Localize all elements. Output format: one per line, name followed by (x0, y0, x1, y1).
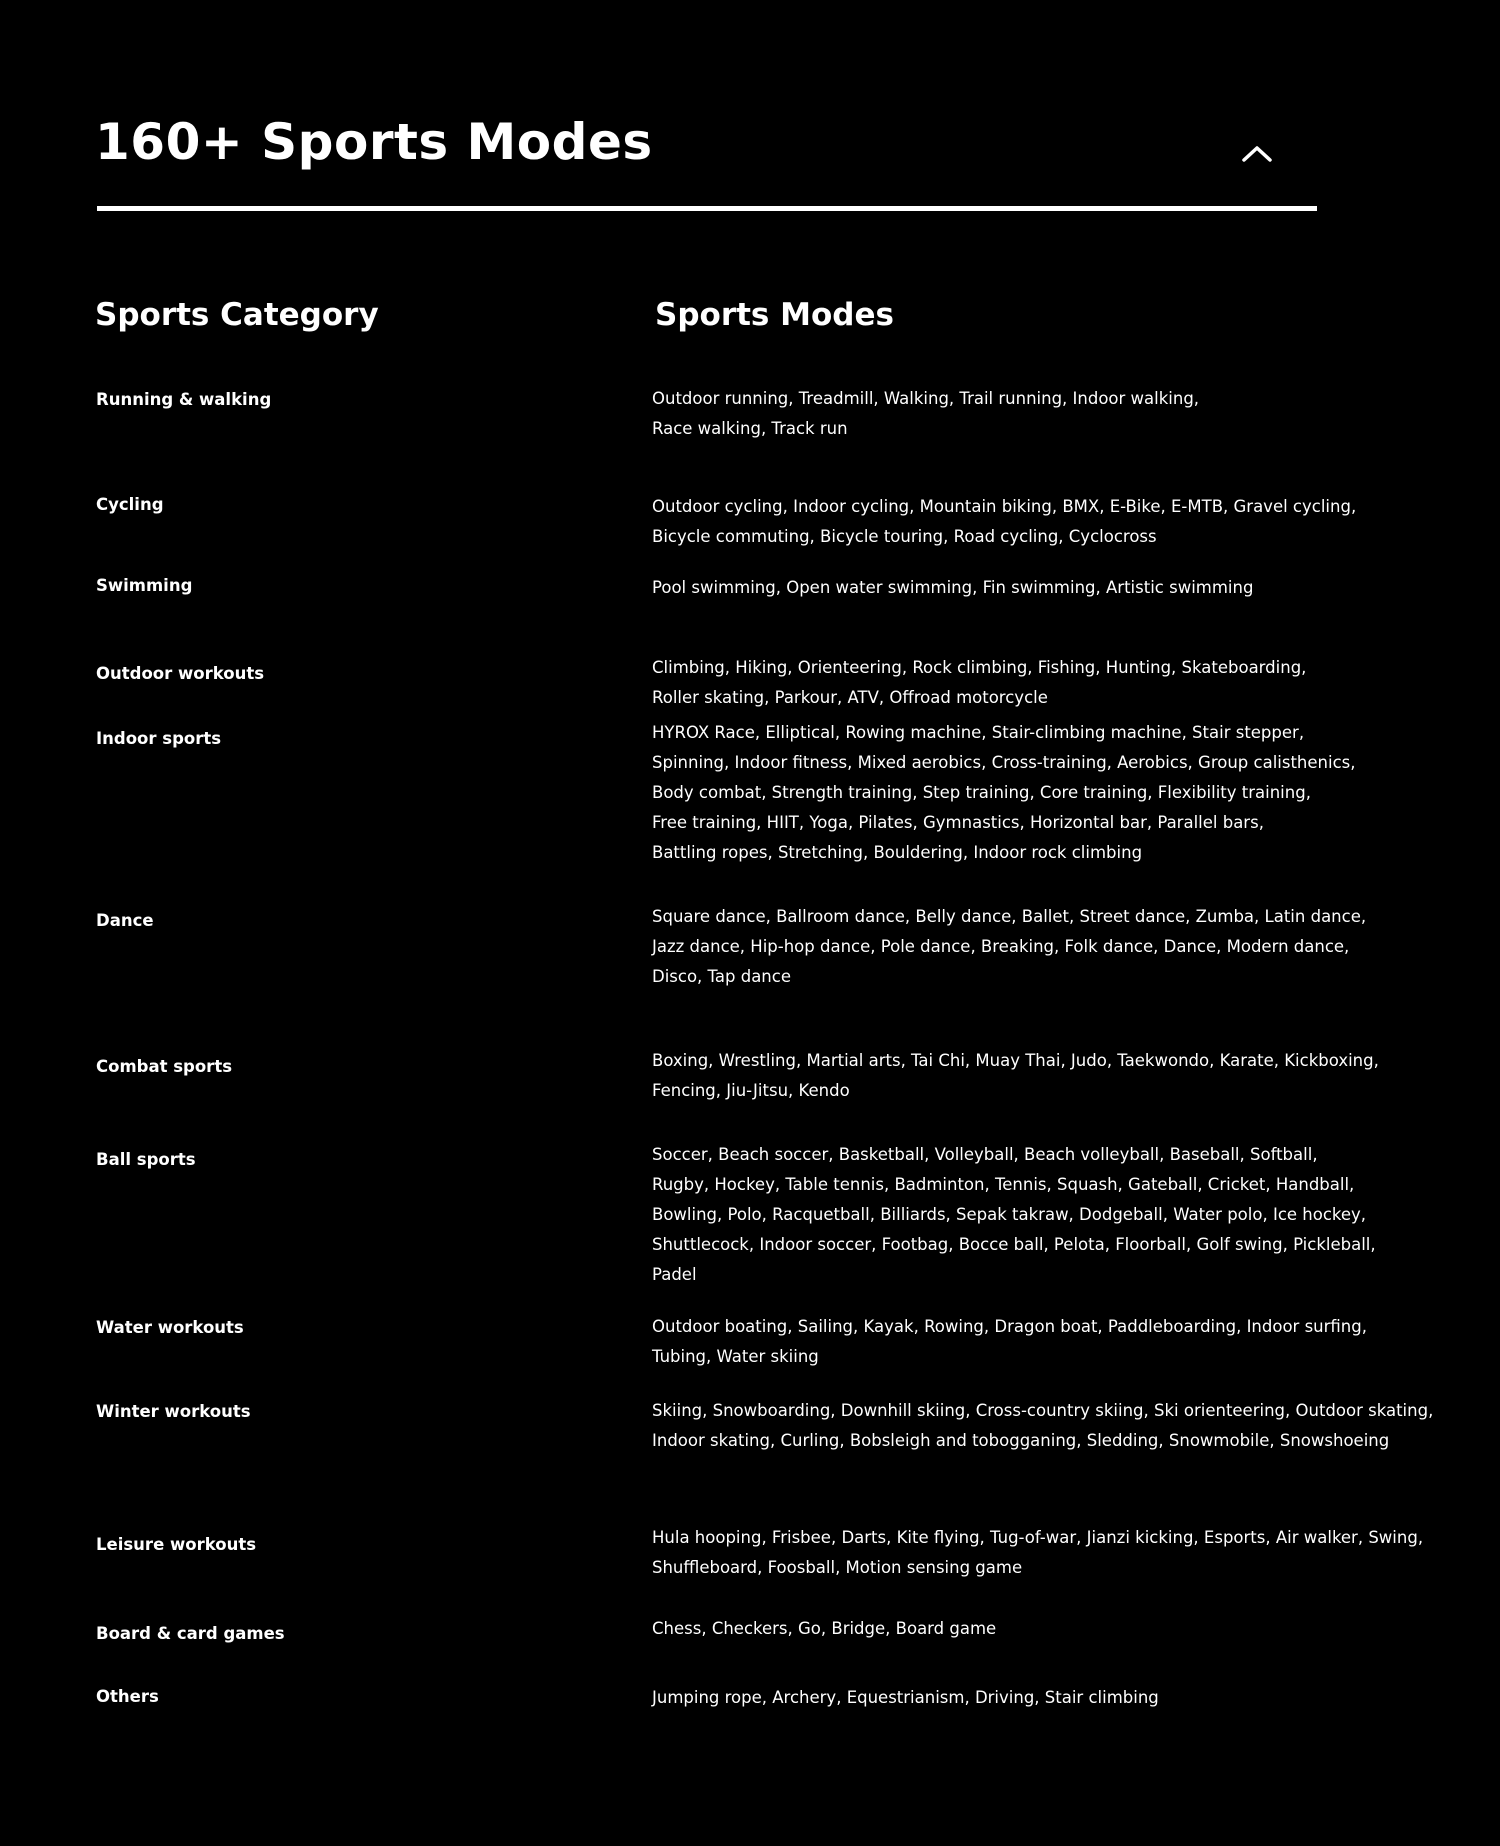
sports-modes-list: Outdoor running, Treadmill, Walking, Trail running, Indoor walking, Race walking, Track run (652, 389, 1200, 438)
chevron-up-icon (1241, 143, 1273, 163)
category-label: Cycling (96, 495, 164, 514)
category-label: Indoor sports (96, 729, 222, 748)
sports-modes-list: Pool swimming, Open water swimming, Fin swimming, Artistic swimming (652, 578, 1254, 597)
category-label: Board & card games (96, 1624, 285, 1643)
category-label: Others (96, 1687, 159, 1706)
category-column-header: Sports Category (95, 297, 379, 333)
sports-modes-list: Boxing, Wrestling, Martial arts, Tai Chi, Muay Thai, Judo, Taekwondo, Karate, Kickboxing, Fencing, Jiu-Jitsu, Kendo (652, 1051, 1379, 1100)
title-divider (97, 206, 1317, 211)
collapse-toggle-button[interactable] (1236, 137, 1278, 169)
sports-modes-list: Outdoor cycling, Indoor cycling, Mountain biking, BMX, E-Bike, E-MTB, Gravel cycling, Bicycle commuting, Bicycle touring, Road cycling, Cyclocross (652, 497, 1357, 546)
category-label: Water workouts (96, 1318, 244, 1337)
sports-modes-list: Outdoor boating, Sailing, Kayak, Rowing, Dragon boat, Paddleboarding, Indoor surfing, Tubing, Water skiing (652, 1317, 1367, 1366)
category-label: Ball sports (96, 1150, 196, 1169)
category-label: Running & walking (96, 390, 272, 409)
category-label: Outdoor workouts (96, 664, 265, 683)
category-label: Combat sports (96, 1057, 233, 1076)
category-label: Leisure workouts (96, 1535, 257, 1554)
sports-modes-list: Chess, Checkers, Go, Bridge, Board game (652, 1619, 997, 1638)
sports-modes-list: Jumping rope, Archery, Equestrianism, Driving, Stair climbing (652, 1688, 1159, 1707)
category-label: Winter workouts (96, 1402, 251, 1421)
category-label: Swimming (96, 576, 193, 595)
sports-modes-list: Skiing, Snowboarding, Downhill skiing, Cross-country skiing, Ski orienteering, Outdoor skating, Indoor skating, Curling, Bobsleigh and tobogganing, Sledding, Snowmobile, Snowshoeing (652, 1401, 1434, 1450)
page-title: 160+ Sports Modes (95, 113, 653, 171)
modes-column-header: Sports Modes (655, 297, 894, 333)
sports-modes-list: HYROX Race, Elliptical, Rowing machine, Stair-climbing machine, Stair stepper, Spinning, Indoor fitness, Mixed aerobics, Cross-training, Aerobics, Group calisthenics, Body combat, Strength training, Step training, Core training, Flexibility training, Free training, HIIT, Yoga, Pilates, Gymnastics, Horizontal bar, Parallel bars, Battling ropes, Stretching, Bouldering, Indoor rock climbing (652, 723, 1356, 862)
category-label: Dance (96, 911, 154, 930)
sports-modes-list: Square dance, Ballroom dance, Belly dance, Ballet, Street dance, Zumba, Latin dance, Jazz dance, Hip-hop dance, Pole dance, Breaking, Folk dance, Dance, Modern dance, Disco, Tap dance (652, 907, 1367, 986)
sports-modes-list: Hula hooping, Frisbee, Darts, Kite flying, Tug-of-war, Jianzi kicking, Esports, Air walker, Swing, Shuffleboard, Foosball, Motion sensing game (652, 1528, 1424, 1577)
sports-modes-list: Climbing, Hiking, Orienteering, Rock climbing, Fishing, Hunting, Skateboarding, Roller skating, Parkour, ATV, Offroad motorcycle (652, 658, 1307, 707)
sports-modes-list: Soccer, Beach soccer, Basketball, Volleyball, Beach volleyball, Baseball, Softball, Rugby, Hockey, Table tennis, Badminton, Tennis, Squash, Gateball, Cricket, Handball, Bowling, Polo, Racquetball, Billiards, Sepak takraw, Dodgeball, Water polo, Ice hockey, Shuttlecock, Indoor soccer, Footbag, Bocce ball, Pelota, Floorball, Golf swing, Pickleball, Padel (652, 1145, 1376, 1284)
